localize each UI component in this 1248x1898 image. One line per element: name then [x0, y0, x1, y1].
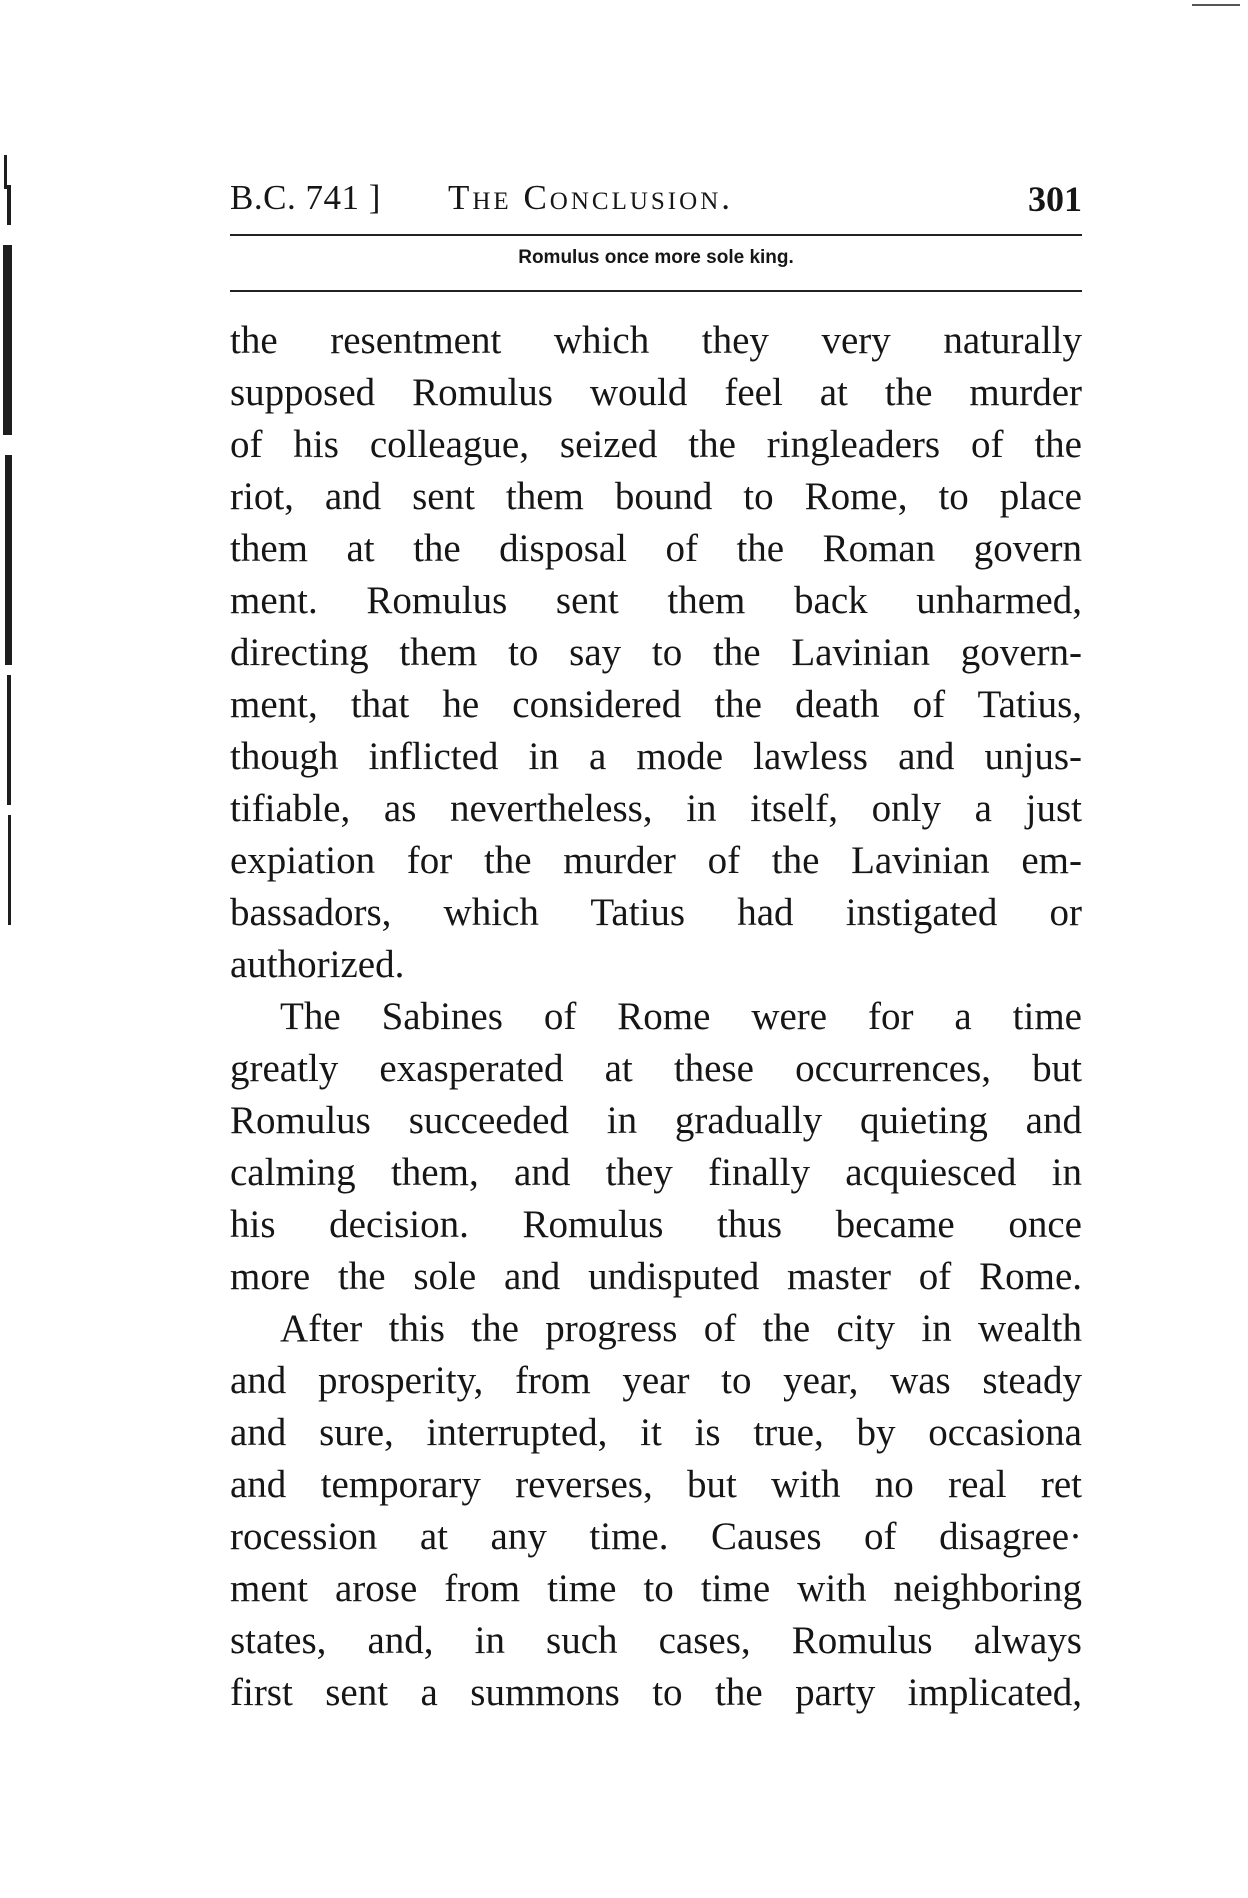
- header-title: The Conclusion.: [448, 178, 733, 217]
- text-line: calming them, and they finally acquiesced in: [230, 1151, 1082, 1194]
- body-text: [230, 315, 1082, 1719]
- text-line: bassadors, which Tatius had instigated or: [230, 891, 1082, 934]
- text-line: and prosperity, from year to year, was steady: [230, 1359, 1082, 1402]
- text-line: Romulus succeeded in gradually quieting and: [230, 1099, 1082, 1142]
- header-date: B.C. 741 ]: [230, 178, 381, 217]
- text-line: more the sole and undisputed master of Rome.: [230, 1255, 1082, 1298]
- text-line: of his colleague, seized the ringleaders of the: [230, 423, 1082, 466]
- text-line: greatly exasperated at these occurrences, but: [230, 1047, 1082, 1090]
- text-line: directing them to say to the Lavinian govern-: [230, 631, 1082, 674]
- text-line: supposed Romulus would feel at the murder: [230, 371, 1082, 414]
- running-head-rule: [230, 290, 1082, 292]
- text-line: rocession at any time. Causes of disagree·: [230, 1515, 1082, 1558]
- text-line: and temporary reverses, but with no real ret: [230, 1463, 1082, 1506]
- text-line: ment arose from time to time with neighboring: [230, 1567, 1082, 1610]
- header-rule: [230, 234, 1082, 236]
- text-line: and sure, interrupted, it is true, by occasiona: [230, 1411, 1082, 1454]
- text-line: authorized.: [230, 943, 405, 986]
- text-line: riot, and sent them bound to Rome, to place: [230, 475, 1082, 518]
- text-line: After this the progress of the city in wealth: [280, 1307, 1082, 1350]
- text-line: The Sabines of Rome were for a time: [280, 995, 1082, 1038]
- text-line: his decision. Romulus thus became once: [230, 1203, 1082, 1246]
- page-header: [230, 178, 1082, 226]
- text-line: tifiable, as nevertheless, in itself, only a just: [230, 787, 1082, 830]
- text-line: the resentment which they very naturally: [230, 319, 1082, 362]
- text-line: states, and, in such cases, Romulus always: [230, 1619, 1082, 1662]
- text-line: ment. Romulus sent them back unharmed,: [230, 579, 1082, 622]
- text-line: ment, that he considered the death of Tatius,: [230, 683, 1082, 726]
- binding-edge: [0, 155, 12, 930]
- text-line: expiation for the murder of the Lavinian em-: [230, 839, 1082, 882]
- text-line: first sent a summons to the party implicated,: [230, 1671, 1082, 1714]
- page-number: 301: [1028, 179, 1082, 219]
- text-line: them at the disposal of the Roman govern: [230, 527, 1082, 570]
- scan-edge-mark: [1192, 4, 1240, 6]
- text-line: though inflicted in a mode lawless and unjus-: [230, 735, 1082, 778]
- running-head: Romulus once more sole king.: [518, 247, 794, 268]
